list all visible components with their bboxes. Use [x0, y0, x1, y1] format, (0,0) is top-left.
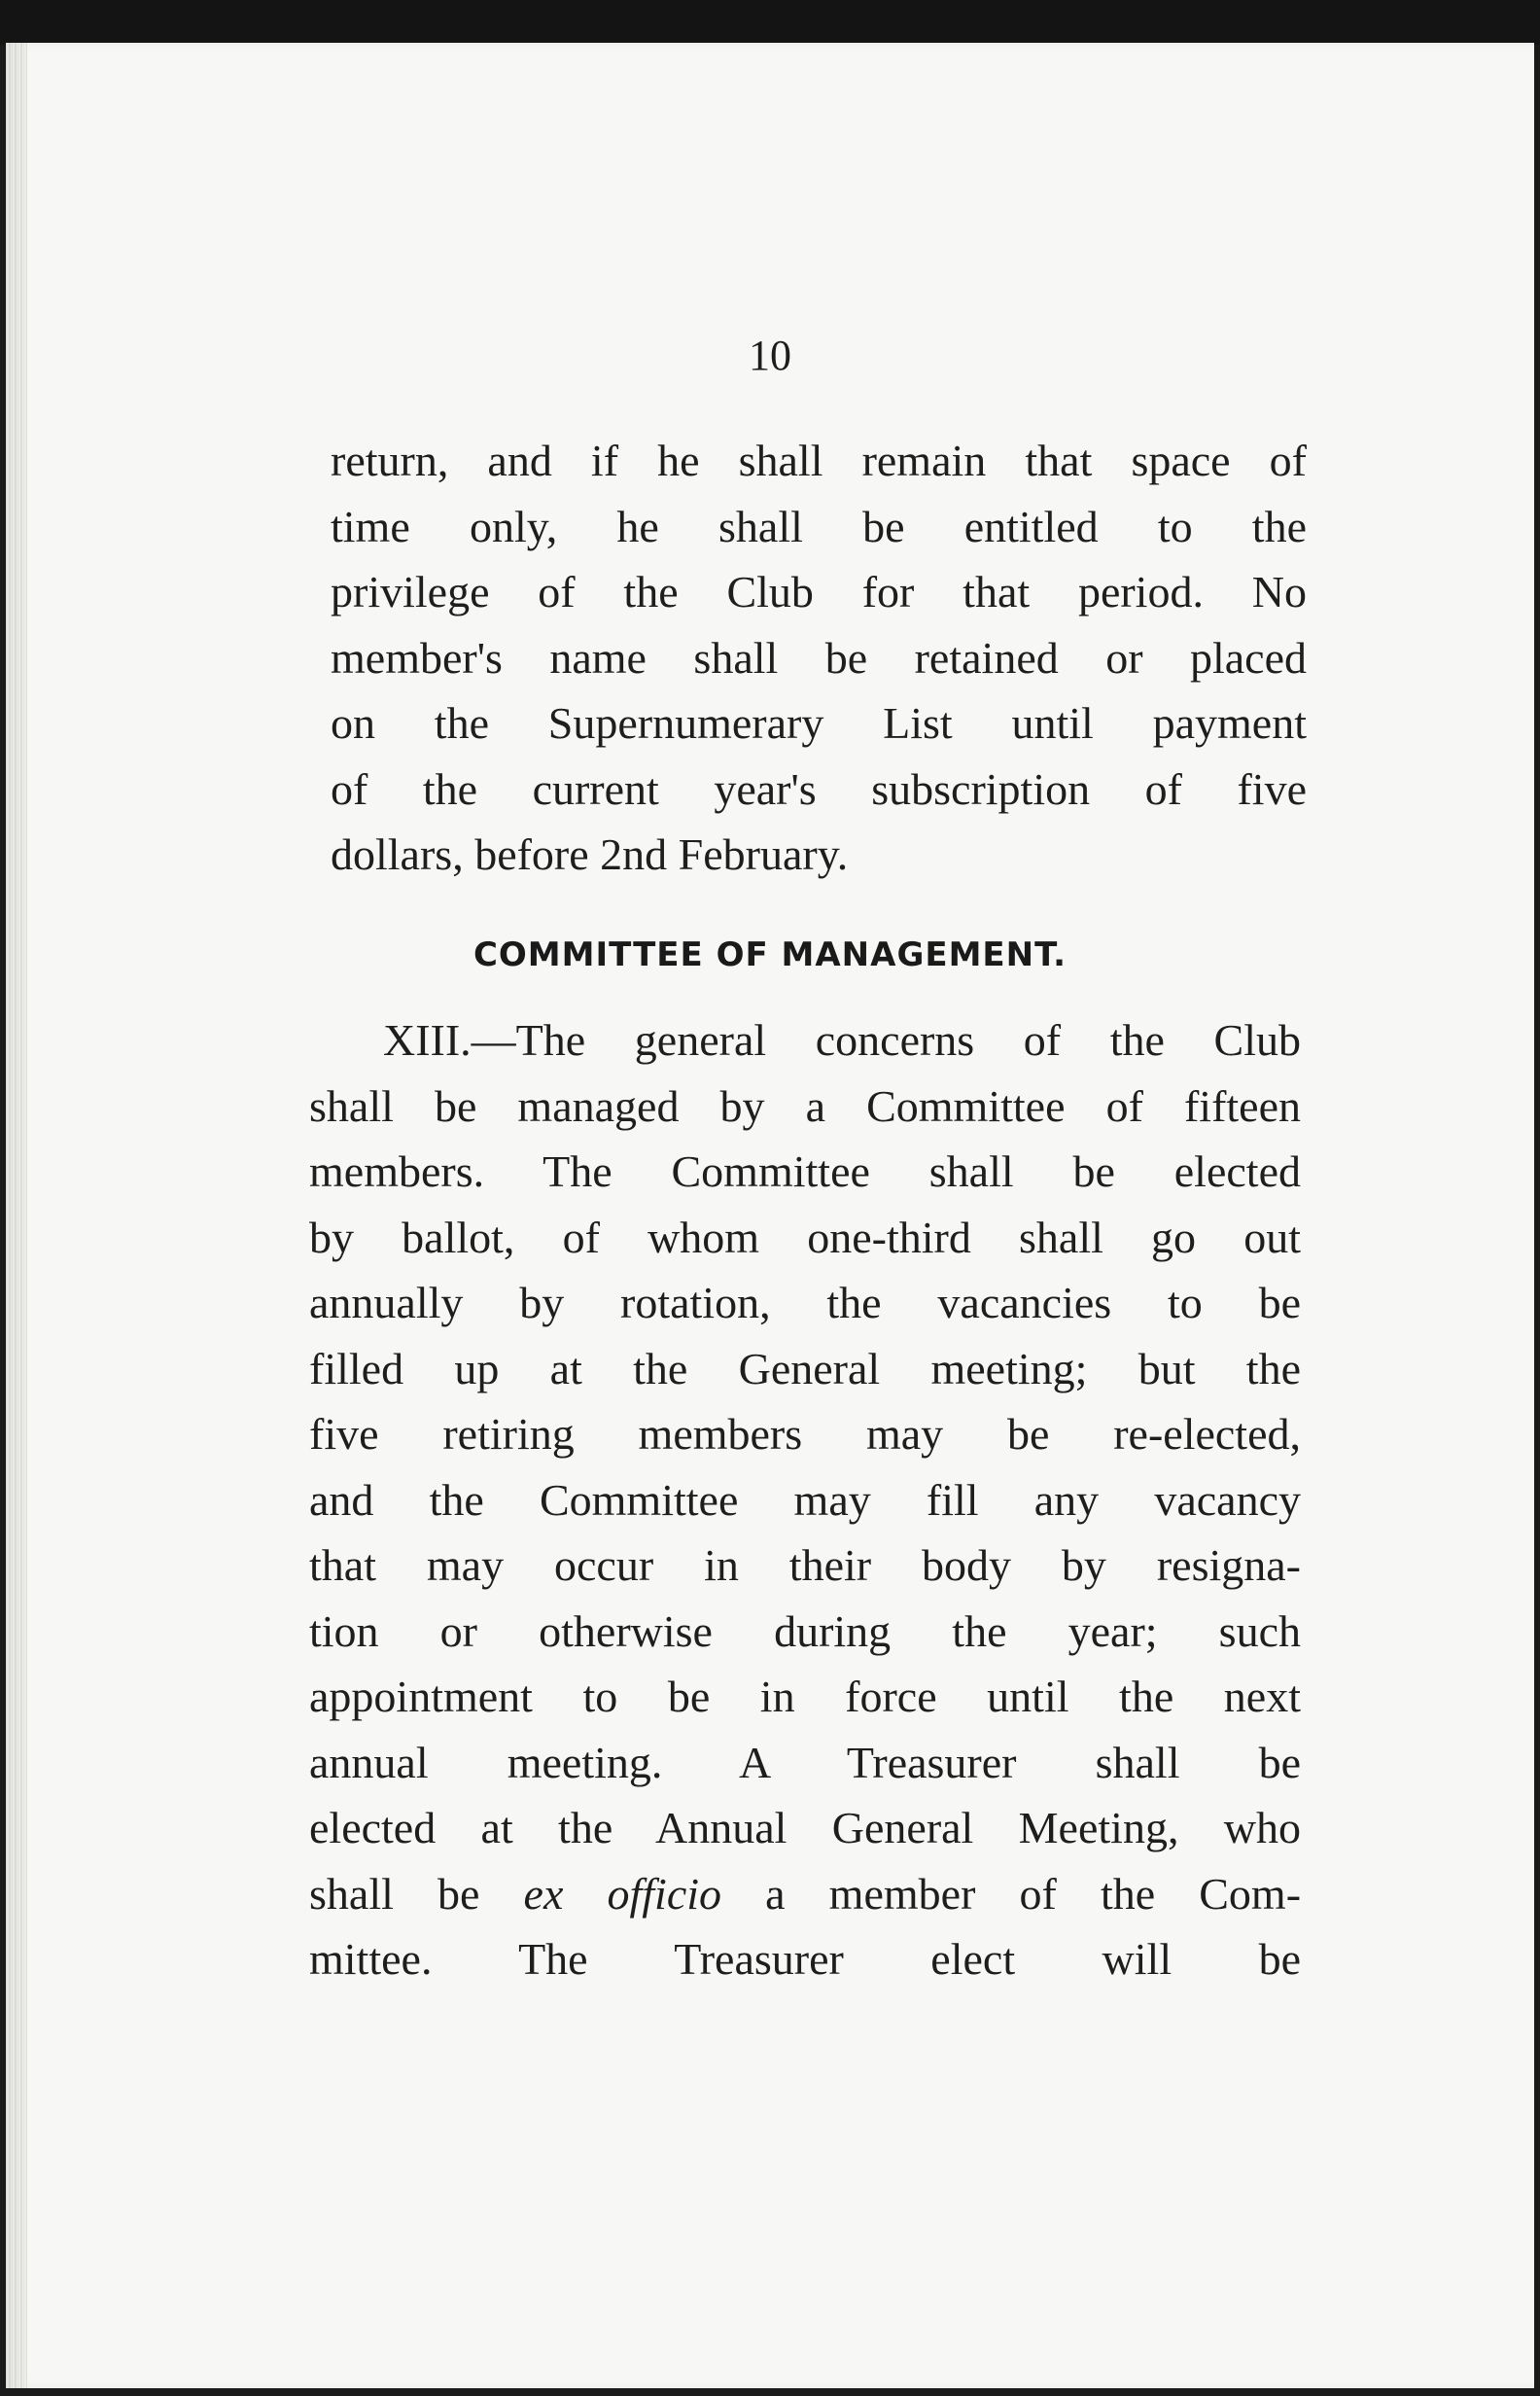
text-line: by ballot, of whom one-third shall go out	[309, 1212, 1301, 1262]
scan-top-border	[0, 0, 1540, 45]
paragraph-continuation	[331, 428, 1307, 888]
text-line: privilege of the Club for that period. No	[331, 567, 1307, 617]
text-line: dollars, before 2nd February.	[331, 829, 849, 879]
text-line: mittee. The Treasurer elect will be	[309, 1934, 1301, 1984]
text-line: annually by rotation, the vacancies to be	[309, 1278, 1301, 1327]
italic-phrase: ex officio	[523, 1868, 722, 1919]
text-line: return, and if he shall remain that space of	[331, 436, 1307, 485]
text-segment: a member of the Com-	[765, 1868, 1302, 1919]
text-line: filled up at the General meeting; but the	[309, 1343, 1301, 1393]
text-line: time only, he shall be entitled to the	[331, 501, 1307, 551]
text-line: members. The Committee shall be elected	[309, 1146, 1301, 1196]
text-line: shall be managed by a Committee of fifteen	[309, 1080, 1301, 1131]
text-line: that may occur in their body by resigna-	[309, 1540, 1301, 1590]
text-line: five retiring members may be re-elected,	[309, 1409, 1301, 1459]
text-segment: shall be	[309, 1868, 480, 1919]
page-number: 10	[749, 332, 791, 379]
text-line	[309, 1861, 1301, 1927]
text-line: appointment to be in force until the next	[309, 1672, 1301, 1721]
text-line: annual meeting. A Treasurer shall be	[309, 1737, 1301, 1787]
text-line: elected at the Annual General Meeting, who	[309, 1803, 1301, 1852]
paragraph-xiii	[309, 1007, 1301, 1992]
text-line: of the current year's subscription of five	[331, 763, 1307, 814]
text-line: tion or otherwise during the year; such	[309, 1605, 1301, 1656]
text-line: and the Committee may fill any vacancy	[309, 1474, 1301, 1525]
page-binding-edge	[6, 43, 27, 2388]
section-heading: COMMITTEE OF MANAGEMENT.	[472, 935, 1068, 974]
text-line: on the Supernumerary List until payment	[331, 698, 1307, 748]
text-line: member's name shall be retained or placed	[331, 632, 1307, 683]
text-line: XIII.—The general concerns of the Club	[383, 1015, 1301, 1065]
